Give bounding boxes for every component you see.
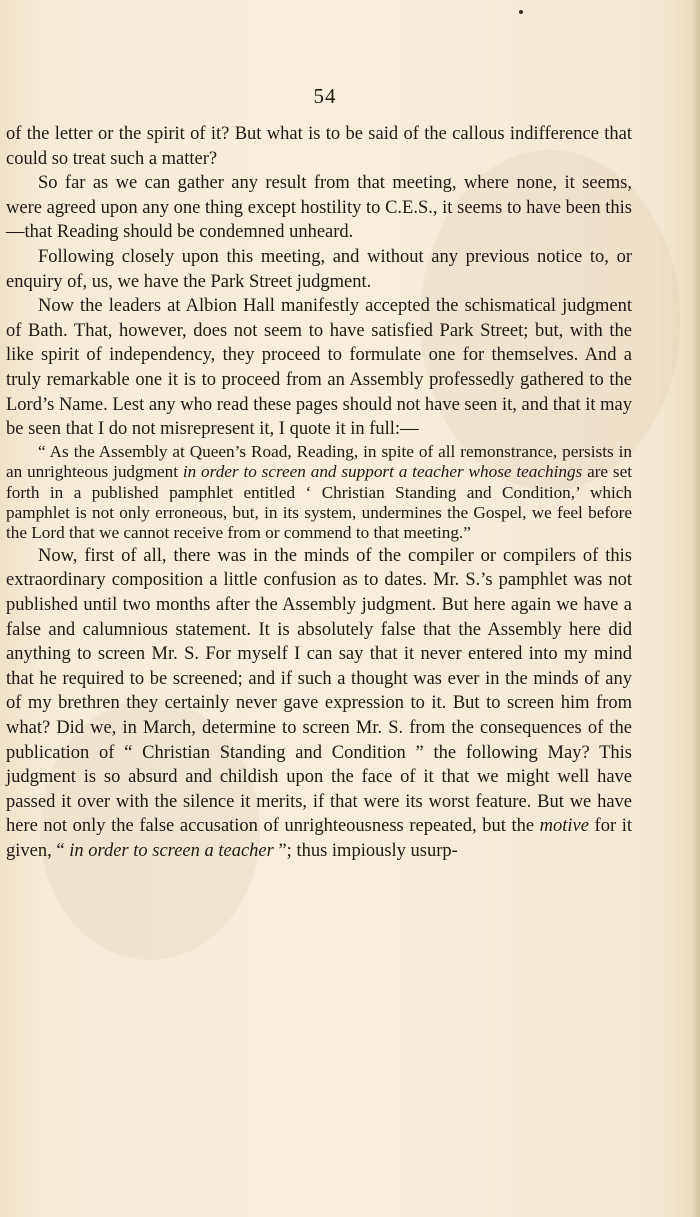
italic-run: in order to screen a teacher	[69, 840, 274, 861]
paragraph	[6, 544, 632, 864]
text-run: are set forth in a published pamphlet entitled ‘ Christian Standing and Condition,’ which pamphlet is not only erroneous, but, in its system, undermines the Gospel, we feel before the Lord that we cannot receive from or commend to that meeting.”	[6, 462, 632, 543]
text-run: Following closely upon this meeting, and without any previous notice to, or enquiry of, us, we have the Park Street judgment.	[6, 246, 632, 292]
text-run: of the letter or the spirit of it? But what is to be said of the callous indifference that could so treat such a matter?	[6, 124, 632, 169]
italic-run: in order to screen and support a teacher whose teachings	[182, 462, 583, 482]
page-number: 54	[313, 84, 337, 108]
ink-speck	[519, 10, 523, 14]
text-run: So far as we can gather any result from that meeting, where none, it seems, were agreed upon any one thing except hostility to C.E.S., it seems to have been this—that Reading should be condemned unheard.	[6, 173, 632, 243]
paragraph	[6, 122, 632, 171]
block-quote	[6, 442, 632, 544]
text-run: ”; thus impiously usurp-	[273, 840, 458, 861]
paragraph	[6, 294, 632, 442]
paragraph	[6, 171, 632, 245]
text-run: for it given, “	[6, 816, 632, 861]
text-run: Now the leaders at Albion Hall manifestly accepted the schismatical judgment of Bath. That, however, does not seem to have satisfied Park Street; but, with the like spirit of independency, they proceed to formulate one for themselves. And a truly remarkable one it is to proceed from an Assembly professedly gathered to the Lord’s Name. Lest any who read these pages should not have seen it, and that it may be seen that I do not misrepresent it, I quote it in full:—	[6, 296, 632, 440]
body-text	[6, 122, 632, 863]
page-edge-shadow	[690, 0, 700, 1217]
italic-run: motive	[539, 816, 589, 837]
text-run: “ As the Assembly at Queen’s Road, Reading, in spite of all remonstrance, persists in an unrighteous judgment	[6, 441, 632, 482]
text-run: Now, first of all, there was in the minds of the compiler or compilers of this extraordinary composition a little confusion as to dates. Mr. S.’s pamphlet was not published until two months after the Assembly judgment. But here again we have a false and calumnious statement. It is absolutely false that the Assembly here did anything to screen Mr. S. For myself I can say that it never entered into my mind that he required to be screened; and if such a thought was ever in the minds of any of my brethren they certainly never gave expression to it. But to screen him from what? Did we, in March, determine to screen Mr. S. from the consequences of the publication of “ Christian Standing and Condition ” the following May? This judgment is so absurd and childish upon the face of it that we might well have passed it over with the silence it merits, if that were its worst feature. But we have here not only the false accusation of unrighteousness repeated, but the	[6, 545, 632, 837]
paragraph	[6, 245, 632, 294]
